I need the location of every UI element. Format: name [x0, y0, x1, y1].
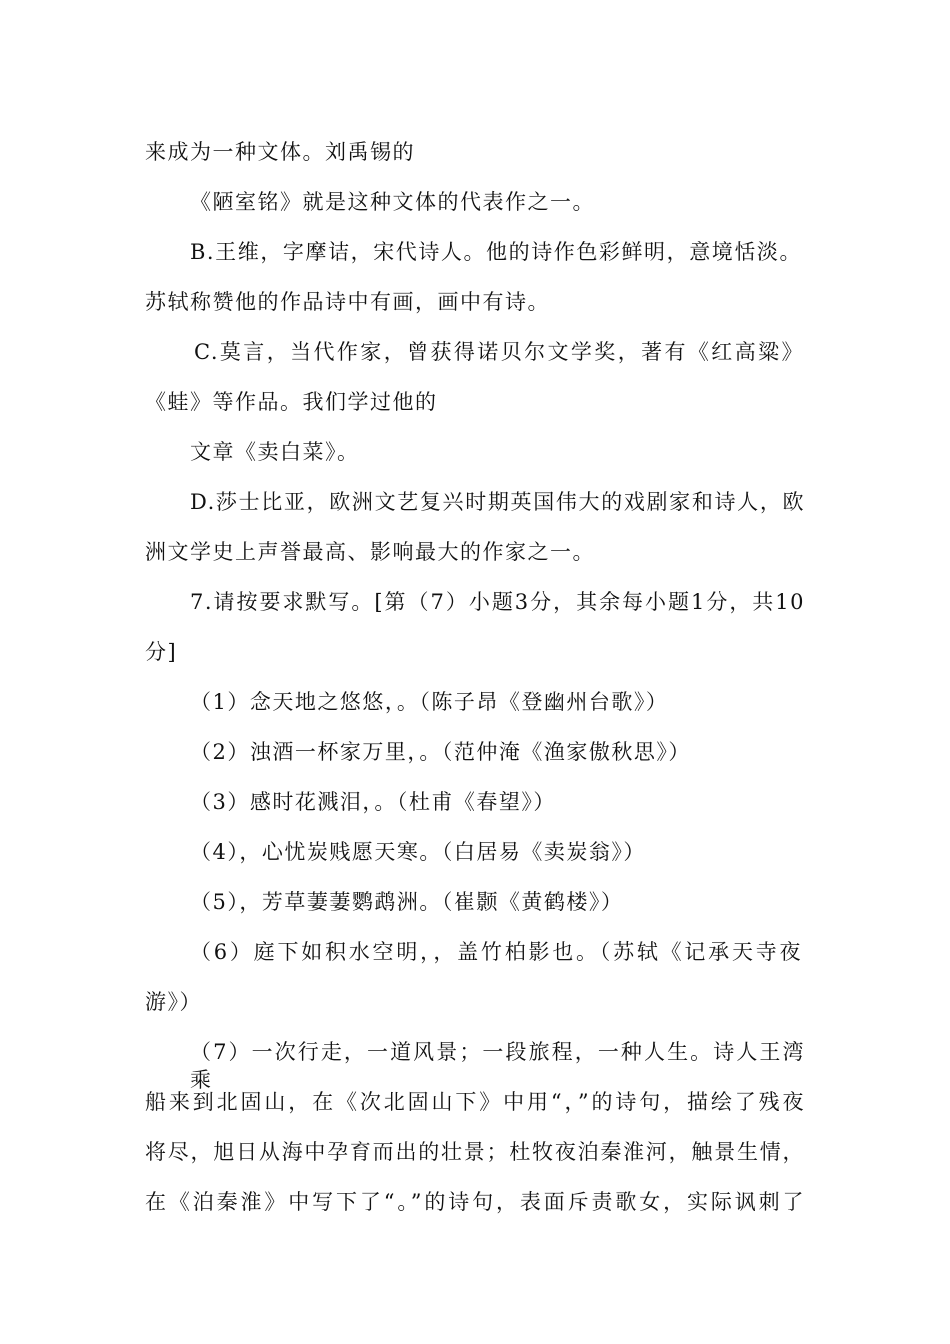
option-c-line-2: 《蛙》等作品。我们学过他的: [145, 390, 438, 414]
text-line-2: 《陋室铭》就是这种文体的代表作之一。: [190, 190, 595, 214]
question-7-line-2: 分]: [145, 640, 178, 664]
item-6-line-2: 游》）: [145, 990, 202, 1014]
item-7-line-3: 将尽，旭日从海中孕育而出的壮景；杜牧夜泊秦淮河，触景生情，: [145, 1140, 805, 1164]
option-c-line-1: C.莫言，当代作家，曾获得诺贝尔文学奖，著有《红高粱》: [194, 340, 804, 364]
item-7-line-4: 在《泊秦淮》中写下了“。”的诗句，表面斥责歌女，实际讽刺了: [145, 1190, 805, 1214]
option-c-line-3: 文章《卖白菜》。: [190, 440, 360, 464]
text-line-1: 来成为一种文体。刘禹锡的: [145, 140, 415, 164]
item-5: （5），芳草萋萋鹦鹉洲。（崔颢《黄鹤楼》）: [190, 890, 624, 914]
option-d-line-1: D.莎士比亚，欧洲文艺复兴时期英国伟大的戏剧家和诗人，欧: [190, 490, 805, 514]
item-3: （3）感时花溅泪，。（杜甫《春望》）: [190, 790, 556, 814]
option-d-line-2: 洲文学史上声誉最高、影响最大的作家之一。: [145, 540, 595, 564]
option-b-line-1: B.王维，字摩诘，宋代诗人。他的诗作色彩鲜明，意境恬淡。: [190, 240, 802, 264]
item-7-line-1: （7）一次行走，一道风景；一段旅程，一种人生。诗人王湾乘: [190, 1040, 805, 1092]
question-7-line-1: 7.请按要求默写。[第（7）小题3分，其余每小题1分，共10: [190, 590, 805, 614]
item-6-line-1: （6）庭下如积水空明，，盖竹柏影也。（苏轼《记承天寺夜: [190, 940, 802, 964]
item-4: （4），心忧炭贱愿天寒。（白居易《卖炭翁》）: [190, 840, 646, 864]
item-1: （1）念天地之悠悠，。（陈子昂《登幽州台歌》）: [190, 690, 669, 714]
option-b-line-2: 苏轼称赞他的作品诗中有画，画中有诗。: [145, 290, 550, 314]
item-2: （2）浊酒一杯家万里，。（范仲淹《渔家傲秋思》）: [190, 740, 691, 764]
item-7-line-2: 船来到北固山，在《次北固山下》中用“，”的诗句，描绘了残夜: [145, 1090, 805, 1114]
